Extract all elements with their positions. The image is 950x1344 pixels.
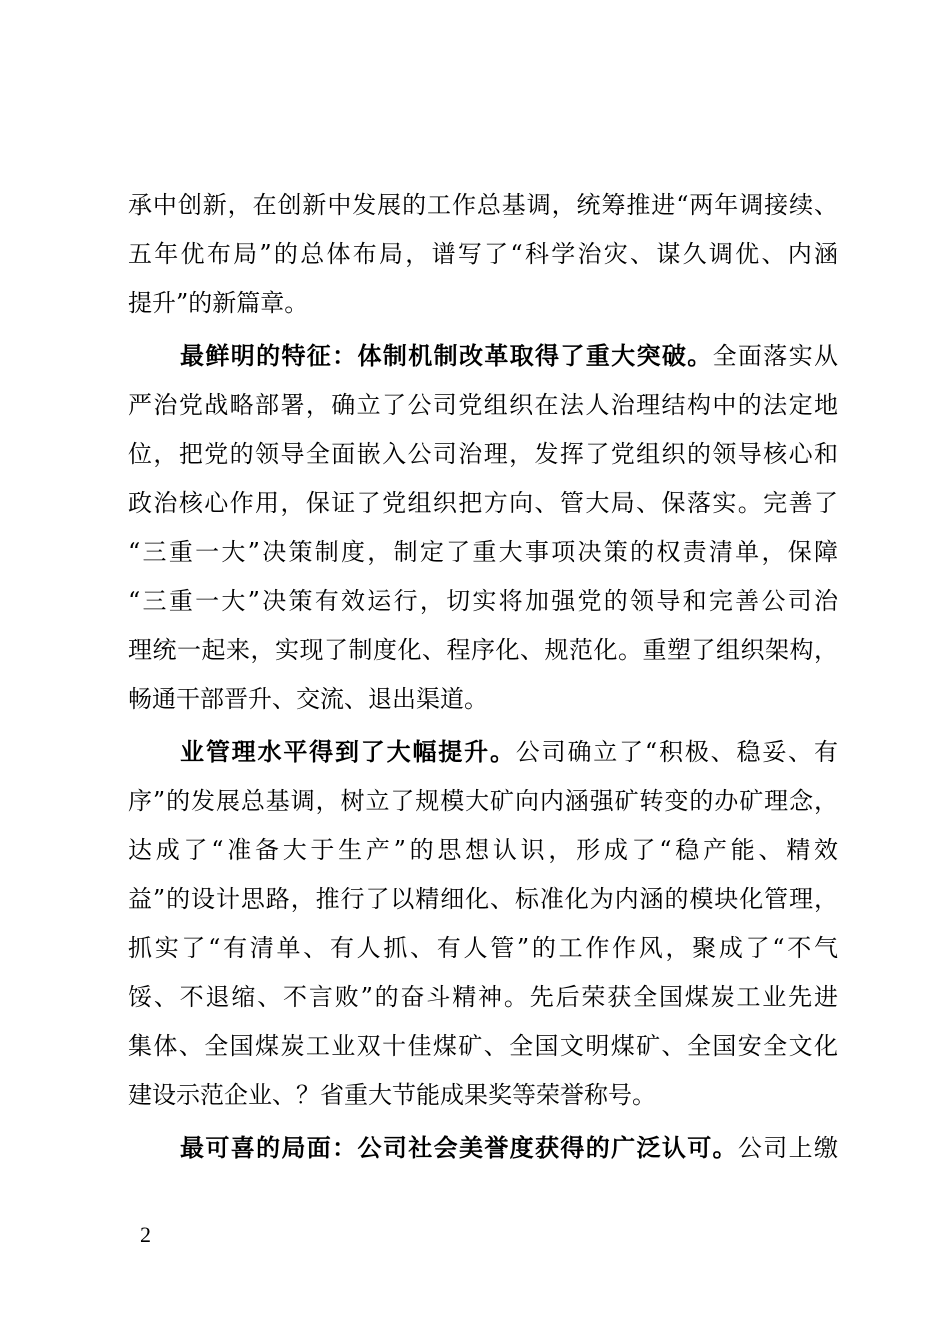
paragraph-2-line-8: 畅通干部晋升、交流、退出渠道。: [128, 685, 488, 713]
paragraph-4-first-line: [180, 1132, 838, 1166]
paragraph-3-line-4: 益”的设计思路，推行了以精细化、标准化为内涵的模块化管理，: [128, 885, 838, 913]
paragraph-3-first-line-text: 公司确立了“积极、稳妥、有: [515, 738, 838, 766]
paragraph-2-line-4: 政治核心作用，保证了党组织把方向、管大局、保落实。完善了: [128, 489, 838, 517]
paragraph-1-line-2: 五年优布局”的总体布局，谱写了“科学治灾、谋久调优、内涵: [128, 240, 838, 268]
paragraph-2-line-7: 理统一起来，实现了制度化、程序化、规范化。重塑了组织架构，: [128, 636, 838, 664]
paragraph-4-heading: 最可喜的局面：公司社会美誉度获得的广泛认可。: [180, 1133, 738, 1162]
paragraph-2-line-5: “三重一大”决策制度，制定了重大事项决策的权责清单，保障: [128, 538, 838, 566]
paragraph-3-line-7: 集体、全国煤炭工业双十佳煤矿、全国文明煤矿、全国安全文化: [128, 1032, 838, 1060]
paragraph-3-line-2: 序”的发展总基调，树立了规模大矿向内涵强矿转变的办矿理念，: [128, 787, 838, 815]
paragraph-1-line-1: 承中创新，在创新中发展的工作总基调，统筹推进“两年调接续、: [128, 191, 838, 219]
paragraph-2-first-line: [180, 340, 838, 374]
paragraph-4-first-line-text: 公司上缴: [737, 1134, 839, 1162]
paragraph-2-first-line-text: 全面落实从: [712, 342, 839, 370]
paragraph-2-line-6: “三重一大”决策有效运行，切实将加强党的领导和完善公司治: [128, 587, 838, 615]
paragraph-2-heading: 最鲜明的特征：体制机制改革取得了重大突破。: [180, 341, 713, 370]
paragraph-3-first-line: [180, 736, 838, 770]
paragraph-3-line-8: 建设示范企业、？省重大节能成果奖等荣誉称号。: [128, 1081, 656, 1109]
paragraph-3-line-5: 抓实了“有清单、有人抓、有人管”的工作作风，聚成了“不气: [128, 934, 838, 962]
paragraph-2-line-3: 位，把党的领导全面嵌入公司治理，发挥了党组织的领导核心和: [128, 440, 838, 468]
page-number: 2: [140, 1222, 151, 1247]
paragraph-3-line-3: 达成了“准备大于生产”的思想认识，形成了“稳产能、精效: [128, 836, 838, 864]
paragraph-3-line-6: 馁、不退缩、不言败”的奋斗精神。先后荣获全国煤炭工业先进: [128, 983, 838, 1011]
paragraph-3-heading: 业管理水平得到了大幅提升。: [180, 737, 516, 766]
paragraph-1-line-3: 提升”的新篇章。: [128, 289, 309, 317]
paragraph-2-line-2: 严治党战略部署，确立了公司党组织在法人治理结构中的法定地: [128, 391, 838, 419]
